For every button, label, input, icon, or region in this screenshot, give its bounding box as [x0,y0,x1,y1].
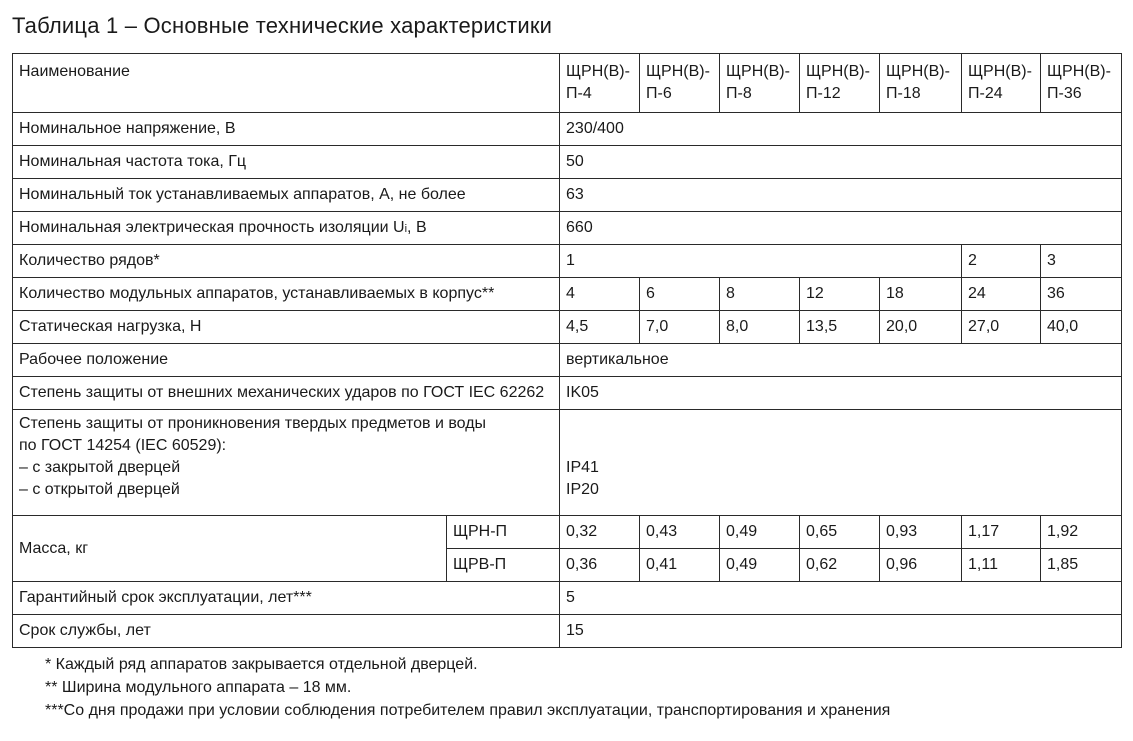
footnote: ** Ширина модульного аппарата – 18 мм. [45,679,352,696]
model-line2: П-24 [968,85,1003,102]
row-value: вертикальное [560,344,1122,377]
header-row [13,54,1122,113]
row-value: 660 [560,212,1122,245]
row-value [560,410,1122,516]
ingress-value-open: IP20 [566,481,599,498]
row-value: 40,0 [1041,311,1122,344]
model-line2: П-6 [646,85,672,102]
footnotes [45,653,890,722]
model-line2: П-8 [726,85,752,102]
table-row [13,245,1122,278]
table-row [13,615,1122,648]
row-value: 12 [800,278,880,311]
model-line2: П-18 [886,85,921,102]
row-value: 15 [560,615,1122,648]
model-line1: ЩРН(В)- [886,63,950,80]
header-model-cell [640,54,720,113]
ingress-label-line: – с закрытой дверцей [19,459,181,476]
ingress-label-line: по ГОСТ 14254 (IEC 60529): [19,437,227,454]
row-value: 5 [560,582,1122,615]
row-value: 0,36 [560,549,640,582]
row-value: 0,96 [880,549,962,582]
header-model-cell [962,54,1041,113]
row-label: Гарантийный срок эксплуатации, лет*** [13,582,560,615]
header-model-cell [880,54,962,113]
table-row [13,278,1122,311]
row-value: 0,32 [560,516,640,549]
row-label: Степень защиты от внешних механических ударов по ГОСТ IEC 62262 [13,377,560,410]
row-label [13,212,560,245]
row-label: Номинальное напряжение, В [13,113,560,146]
row-value: 50 [560,146,1122,179]
table-row [13,113,1122,146]
row-value: 1,17 [962,516,1041,549]
row-label: Количество рядов* [13,245,560,278]
row-value: 20,0 [880,311,962,344]
row-label: Номинальный ток устанавливаемых аппаратов, А, не более [13,179,560,212]
row-label-tail: , В [407,218,427,236]
table-row [13,146,1122,179]
row-value: 0,49 [720,549,800,582]
table-row [13,516,1122,549]
table-title: Таблица 1 – Основные технические характеристики [12,13,553,38]
model-line2: П-36 [1047,85,1082,102]
row-label [13,410,560,516]
row-value: 4 [560,278,640,311]
row-value: 0,43 [640,516,720,549]
model-line1: ЩРН(В)- [646,63,710,80]
header-model-cell [720,54,800,113]
row-label-subscript: i [404,222,408,235]
row-label: Количество модульных аппаратов, устанавливаемых в корпус** [13,278,560,311]
row-value: 8,0 [720,311,800,344]
row-value: 1 [560,245,962,278]
row-value: 24 [962,278,1041,311]
row-value: 36 [1041,278,1122,311]
table-row [13,311,1122,344]
model-line2: П-12 [806,85,841,102]
model-line1: ЩРН(В)- [1047,63,1111,80]
model-line2: П-4 [566,85,592,102]
row-label: Номинальная частота тока, Гц [13,146,560,179]
table-row [13,344,1122,377]
spec-table [12,53,1122,648]
table-row [13,179,1122,212]
row-value: 27,0 [962,311,1041,344]
row-value: 0,65 [800,516,880,549]
table-row [13,582,1122,615]
table-row [13,377,1122,410]
row-label: Масса, кг [13,516,447,582]
row-value: 2 [962,245,1041,278]
row-value: 8 [720,278,800,311]
row-value: 3 [1041,245,1122,278]
row-value: 0,93 [880,516,962,549]
table-row [13,212,1122,245]
row-sublabel: ЩРВ-П [447,549,560,582]
row-value: 63 [560,179,1122,212]
ingress-label-line: Степень защиты от проникновения твердых предметов и воды [19,415,487,432]
header-model-cell [560,54,640,113]
header-model-cell [800,54,880,113]
row-value: 1,92 [1041,516,1122,549]
row-value: IK05 [560,377,1122,410]
ingress-label-line: – с открытой дверцей [19,481,180,498]
row-value: 7,0 [640,311,720,344]
footnote: * Каждый ряд аппаратов закрывается отдельной дверцей. [45,656,478,673]
model-line1: ЩРН(В)- [566,63,630,80]
row-value: 0,49 [720,516,800,549]
row-sublabel: ЩРН-П [447,516,560,549]
row-value: 6 [640,278,720,311]
row-value: 1,11 [962,549,1041,582]
model-line1: ЩРН(В)- [726,63,790,80]
row-value: 4,5 [560,311,640,344]
row-value: 18 [880,278,962,311]
row-value: 1,85 [1041,549,1122,582]
ingress-value-closed: IP41 [566,459,599,476]
model-line1: ЩРН(В)- [806,63,870,80]
footnote: ***Со дня продажи при условии соблюдения потребителем правил эксплуатации, транспортирования и хранения [45,702,891,719]
row-value: 230/400 [560,113,1122,146]
header-name-cell: Наименование [13,54,560,113]
model-line1: ЩРН(В)- [968,63,1032,80]
row-value: 0,41 [640,549,720,582]
row-label: Срок службы, лет [13,615,560,648]
table-row [13,410,1122,516]
row-label: Статическая нагрузка, Н [13,311,560,344]
row-value: 0,62 [800,549,880,582]
row-label-text: Номинальная электрическая прочность изоляции U [19,218,405,236]
row-value: 13,5 [800,311,880,344]
row-label: Рабочее положение [13,344,560,377]
header-model-cell [1041,54,1122,113]
